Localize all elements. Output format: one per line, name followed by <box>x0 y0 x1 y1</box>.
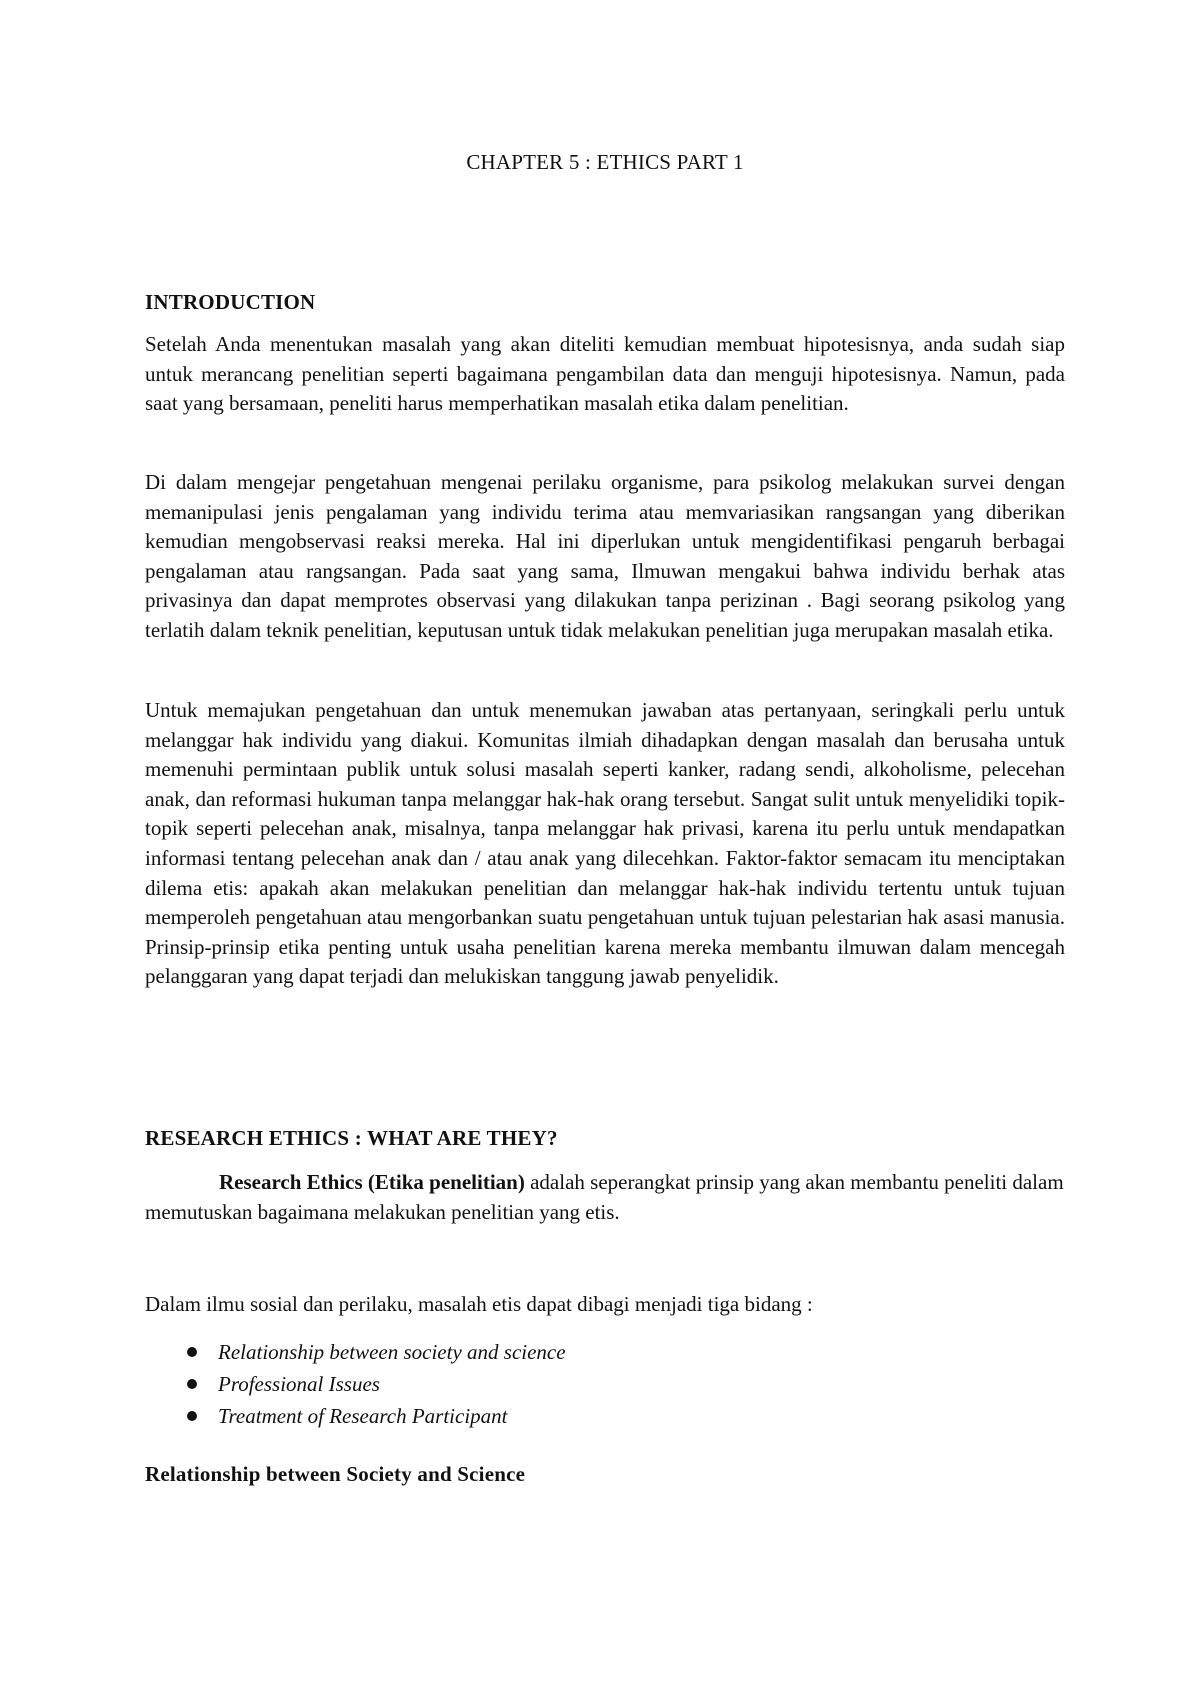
list-item-label: Treatment of Research Participant <box>218 1404 508 1428</box>
research-ethics-heading: RESEARCH ETHICS : WHAT ARE THEY? <box>145 1126 558 1150</box>
introduction-paragraph-2: Di dalam mengejar pengetahuan mengenai perilaku organisme, para psikolog melakukan survei dengan memanipulasi jenis pengalaman yang individu terima atau memvariasikan rangsangan yang diberikan kemudian mengobservasi reaksi mereka. Hal ini diperlukan untuk mengidentifikasi pengaruh berbagai pengalaman atau rangsangan. Pada saat yang sama, Ilmuwan mengakui bahwa individu berhak atas privasinya dan dapat memprotes observasi yang dilakukan tanpa perizinan . Bagi seorang psikolog yang terlatih dalam teknik penelitian, keputusan untuk tidak melakukan penelitian juga merupakan masalah etika. <box>145 470 1065 642</box>
introduction-heading: INTRODUCTION <box>145 290 316 314</box>
ethical-areas-list <box>145 1336 1065 1432</box>
areas-intro: Dalam ilmu sosial dan perilaku, masalah etis dapat dibagi menjadi tiga bidang : <box>145 1292 813 1316</box>
research-ethics-definition <box>145 1168 1065 1227</box>
society-science-heading: Relationship between Society and Science <box>145 1462 526 1486</box>
definition-term: Research Ethics (Etika penelitian) <box>219 1170 525 1194</box>
list-item <box>145 1400 1065 1432</box>
list-item-label: Relationship between society and science <box>218 1340 566 1364</box>
definition-text: adalah seperangkat prinsip yang akan membantu peneliti dalam memutuskan bagaimana melakukan penelitian yang etis. <box>145 1170 1064 1224</box>
bullet-icon <box>187 1411 197 1421</box>
list-item <box>145 1336 1065 1368</box>
introduction-paragraph-1: Setelah Anda menentukan masalah yang akan diteliti kemudian membuat hipotesisnya, anda sudah siap untuk merancang penelitian seperti bagaimana pengambilan data dan menguji hipotesisnya. Namun, pada saat yang bersamaan, peneliti harus memperhatikan masalah etika dalam penelitian. <box>145 332 1065 416</box>
bullet-icon <box>187 1347 197 1357</box>
chapter-title: CHAPTER 5 : ETHICS PART 1 <box>466 150 744 174</box>
list-item-label: Professional Issues <box>218 1372 380 1396</box>
list-item <box>145 1368 1065 1400</box>
bullet-icon <box>187 1379 197 1389</box>
introduction-paragraph-3: Untuk memajukan pengetahuan dan untuk menemukan jawaban atas pertanyaan, seringkali perlu untuk melanggar hak individu yang diakui. Komunitas ilmiah dihadapkan dengan masalah dan berusaha untuk memenuhi permintaan publik untuk solusi masalah seperti kanker, radang sendi, alkoholisme, pelecehan anak, dan reformasi hukuman tanpa melanggar hak-hak orang tersebut. Sangat sulit untuk menyelidiki topik-topik seperti pelecehan anak, misalnya, tanpa melanggar hak privasi, karena itu perlu untuk mendapatkan informasi tentang pelecehan anak dan / atau anak yang dilecehkan. Faktor-faktor semacam itu menciptakan dilema etis: apakah akan melakukan penelitian dan melanggar hak-hak individu tertentu untuk tujuan memperoleh pengetahuan atau mengorbankan suatu pengetahuan untuk tujuan pelestarian hak asasi manusia. Prinsip-prinsip etika penting untuk usaha penelitian karena mereka membantu ilmuwan dalam mencegah pelanggaran yang dapat terjadi dan melukiskan tanggung jawab penyelidik. <box>145 698 1065 989</box>
